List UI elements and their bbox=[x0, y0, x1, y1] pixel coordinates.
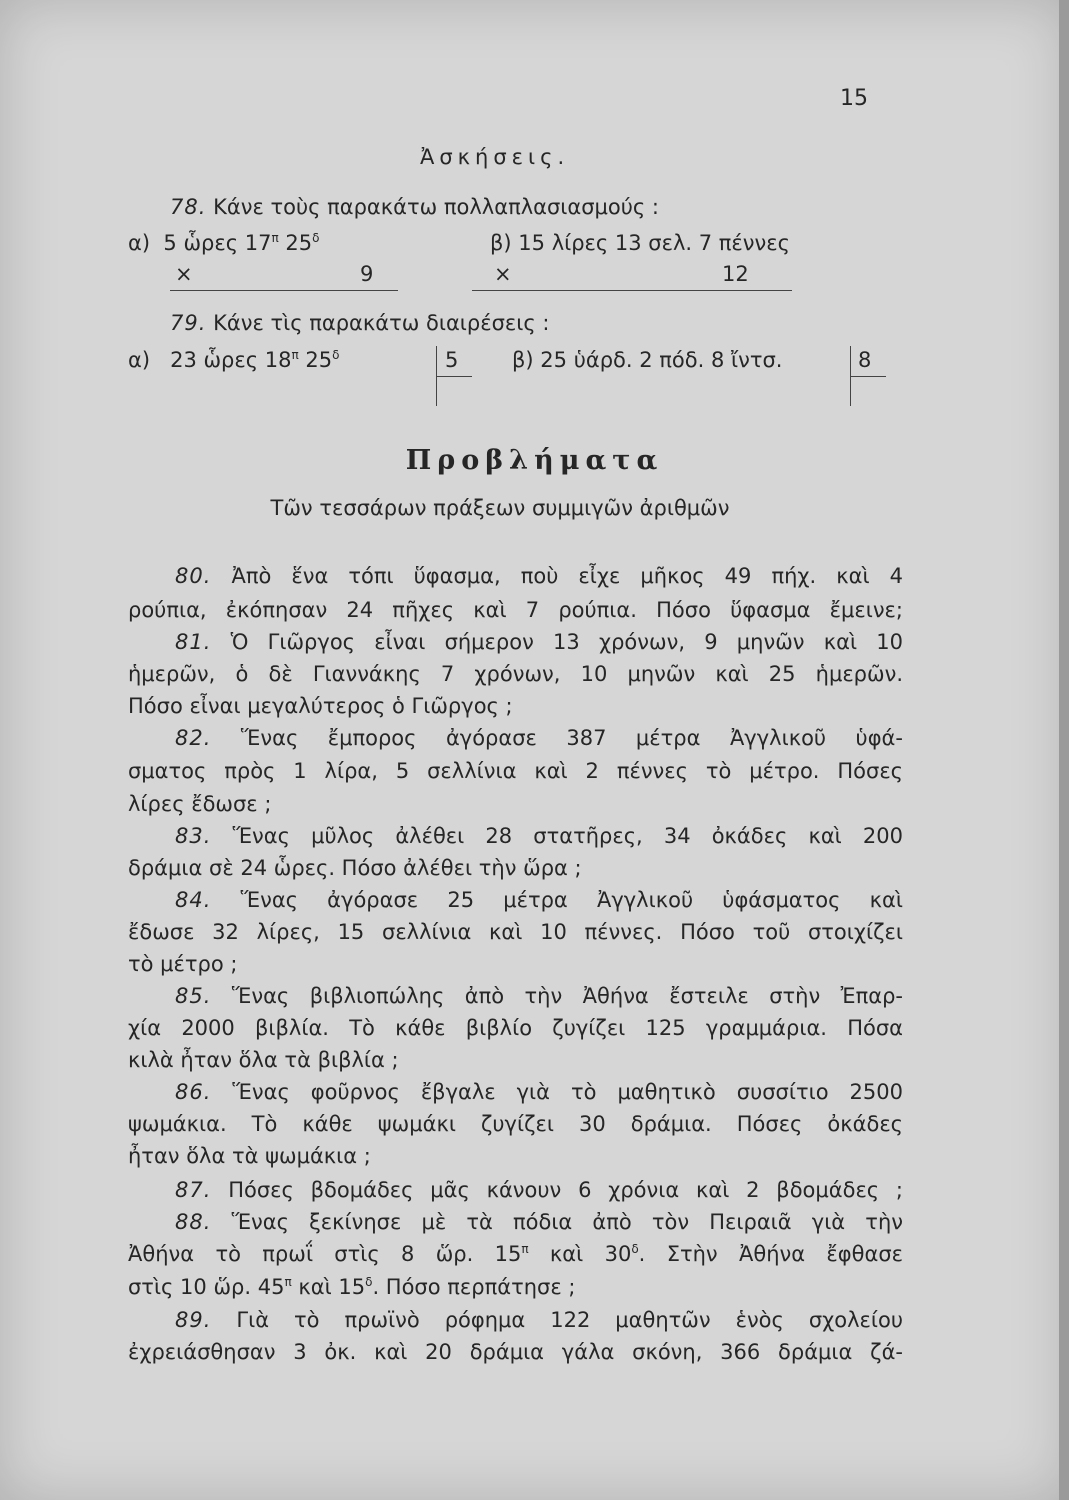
problem-84-line-3: τὸ μέτρο ; bbox=[128, 952, 238, 976]
problem-86-line-3: ἦταν ὅλα τὰ ψωμάκια ; bbox=[128, 1144, 371, 1168]
problem-number: 81. bbox=[175, 630, 212, 654]
problem-number: 86. bbox=[175, 1080, 212, 1104]
problem-82-line-2: σματος πρὸς 1 λίρα, 5 σελλίνια καὶ 2 πέννες τὸ μέτρο. Πόσες bbox=[128, 759, 903, 783]
problem-81-line-1: 81. Ὁ Γιῶργος εἶναι σήμερον 13 χρόνων, 9 μηνῶν καὶ 10 bbox=[175, 630, 903, 654]
problems-title: Προβλήματα bbox=[405, 445, 664, 476]
problem-80-line-1: 80. Ἀπὸ ἕνα τόπι ὕφασμα, ποὺ εἶχε μῆκος 49 πήχ. καὶ 4 bbox=[175, 564, 903, 588]
problem-number: 84. bbox=[175, 888, 212, 912]
exercise-78-a-times: × bbox=[175, 262, 193, 286]
multiplication-rule bbox=[170, 290, 398, 291]
problem-80-line-2: ρούπια, ἐκόπησαν 24 πῆχες καὶ 7 ρούπια. Πόσο ὕφασμα ἔμεινε; bbox=[128, 598, 903, 622]
problem-84-line-2: ἔδωσε 32 λίρες, 15 σελλίνια καὶ 10 πέννες. Πόσο τοῦ στοιχίζει bbox=[128, 920, 903, 944]
multiplication-rule bbox=[472, 290, 792, 291]
problem-88-line-1: 88. Ἕνας ξεκίνησε μὲ τὰ πόδια ἀπὸ τὸν Πειραιᾶ γιὰ τὴν bbox=[175, 1210, 903, 1234]
problem-88-line-2: Ἀθήνα τὸ πρωΐ στὶς 8 ὥρ. $15^\pi$ καὶ $30^\delta$. Στὴν Ἀθήνα ἔφθασε bbox=[128, 1242, 903, 1266]
problem-86-line-1: 86. Ἕνας φοῦρνος ἔβγαλε γιὰ τὸ μαθητικὸ συσσίτιο 2500 bbox=[175, 1080, 903, 1104]
problem-82-line-3: λίρες ἔδωσε ; bbox=[128, 792, 272, 816]
instruction-text: Κάνε τὶς παρακάτω διαιρέσεις : bbox=[213, 311, 550, 335]
division-rule bbox=[850, 376, 886, 377]
problem-83-line-2: δράμια σὲ 24 ὧρες. Πόσο ἀλέθει τὴν ὥρα ; bbox=[128, 856, 582, 880]
division-rule bbox=[436, 376, 472, 377]
problem-86-line-2: ψωμάκια. Τὸ κάθε ψωμάκι ζυγίζει 30 δράμια. Πόσες ὀκάδες bbox=[128, 1112, 903, 1136]
exercise-number: 78. bbox=[170, 195, 207, 219]
problem-number: 88. bbox=[175, 1210, 212, 1234]
problem-number: 85. bbox=[175, 984, 212, 1008]
problem-85-line-3: κιλὰ ἦταν ὅλα τὰ βιβλία ; bbox=[128, 1048, 399, 1072]
exercise-79-b: β) 25 ὑάρδ. 2 πόδ. 8 ἴντσ. bbox=[512, 348, 783, 372]
problem-89-line-2: ἐχρειάσθησαν 3 ὀκ. καὶ 20 δράμια γάλα σκόνη, 366 δράμια ζά- bbox=[128, 1340, 903, 1364]
exercise-78-b: β) 15 λίρες 13 σελ. 7 πέννες bbox=[490, 231, 790, 255]
page-number: 15 bbox=[840, 86, 868, 111]
problem-82-line-1: 82. Ἕνας ἔμπορος ἀγόρασε 387 μέτρα Ἀγγλικοῦ ὑφά- bbox=[175, 726, 903, 750]
exercise-78-b-times: × bbox=[494, 262, 512, 286]
problem-number: 87. bbox=[175, 1178, 212, 1202]
problem-number: 80. bbox=[175, 564, 212, 588]
problem-number: 82. bbox=[175, 726, 212, 750]
exercise-78-b-multiplier: 12 bbox=[722, 262, 749, 286]
problem-81-line-3: Πόσο εἶναι μεγαλύτερος ὁ Γιῶργος ; bbox=[128, 694, 513, 718]
problem-89-line-1: 89. Γιὰ τὸ πρωϊνὸ ρόφημα 122 μαθητῶν ἑνὸς σχολείου bbox=[175, 1308, 903, 1332]
exercise-79-a: α) 23 ὧρες $18^\pi$ $25^\delta$ bbox=[128, 348, 340, 372]
exercise-78-instruction bbox=[170, 193, 905, 221]
problem-85-line-2: χία 2000 βιβλία. Τὸ κάθε βιβλίο ζυγίζει 125 γραμμάρια. Πόσα bbox=[128, 1016, 903, 1040]
exercise-79-b-divisor: 8 bbox=[858, 348, 872, 372]
problem-81-line-2: ἡμερῶν, ὁ δὲ Γιαννάκης 7 χρόνων, 10 μηνῶν καὶ 25 ἡμερῶν. bbox=[128, 662, 903, 686]
problem-85-line-1: 85. Ἕνας βιβλιοπώλης ἀπὸ τὴν Ἀθήνα ἔστειλε στὴν Ἐπαρ- bbox=[175, 984, 903, 1008]
exercise-79-instruction bbox=[170, 309, 905, 337]
problem-83-line-1: 83. Ἕνας μῦλος ἀλέθει 28 στατῆρες, 34 ὀκάδες καὶ 200 bbox=[175, 824, 903, 848]
exercise-78-a-multiplier: 9 bbox=[360, 262, 374, 286]
exercise-78-a: α) 5 ὧρες $17^\pi$ $25^\delta$ bbox=[128, 231, 320, 255]
problem-88-line-3: στὶς 10 ὥρ. $45^\pi$ καὶ $15^\delta$. Πόσο περπάτησε ; bbox=[128, 1275, 576, 1299]
problems-subtitle: Τῶν τεσσάρων πράξεων συμμιγῶν ἀριθμῶν bbox=[270, 496, 730, 520]
problem-number: 89. bbox=[175, 1308, 212, 1332]
problem-number: 83. bbox=[175, 824, 212, 848]
page-edge bbox=[1059, 0, 1069, 1500]
problem-84-line-1: 84. Ἕνας ἀγόρασε 25 μέτρα Ἀγγλικοῦ ὑφάσματος καὶ bbox=[175, 888, 903, 912]
exercise-number: 79. bbox=[170, 311, 207, 335]
exercise-79-a-divisor: 5 bbox=[445, 348, 459, 372]
instruction-text: Κάνε τοὺς παρακάτω πολλαπλασιασμούς : bbox=[213, 195, 659, 219]
section-heading-exercises: Ἀσκήσεις. bbox=[420, 145, 570, 169]
problem-87-line-1: 87. Πόσες βδομάδες μᾶς κάνουν 6 χρόνια καὶ 2 βδομάδες ; bbox=[175, 1178, 903, 1202]
